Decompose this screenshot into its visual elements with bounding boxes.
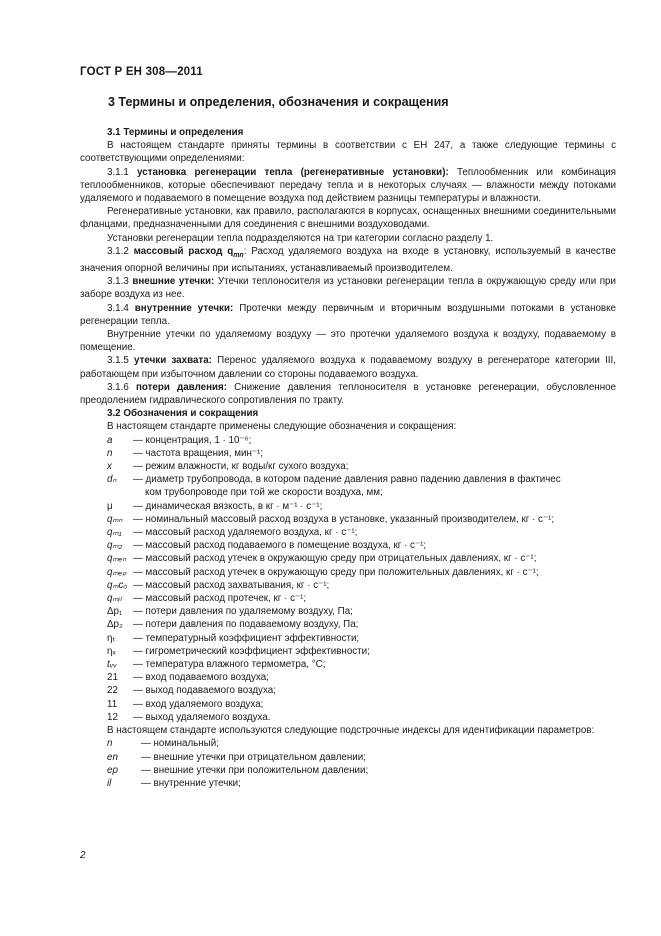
symbol-row: 22 — выход подаваемого воздуха; [107,685,276,697]
symbol-row: qₘcₒ — массовый расход захватывания, кг · с⁻¹; [107,579,330,591]
regen-paragraph-2: Установки регенерации тепла подразделяются на три категории согласно разделу 1. [107,232,494,244]
symbol-row: Δp₁ — потери давления по удаляемому воздуху, Па; [107,606,353,618]
section-body [80,126,616,790]
symbol-row: ηₜ — температурный коэффициент эффективности; [107,632,360,644]
subscripts-intro: В настоящем стандарте используются следующие подстрочные индексы для идентификации параметров: [107,725,595,737]
term-3-1-4: 3.1.4 внутренние утечки: Протечки между первичным и вторичным воздушными потоками в установке регенерации тепла. [80,302,616,327]
subscript-row: n — номинальный; [107,738,219,750]
page-number: 2 [80,850,86,861]
term-3-1-1: 3.1.1 установка регенерации тепла (регенеративные установки): Теплообменник или комбинация теплообменников, которые обеспечивают передачу тепла и в некоторых случаях — влажности между потоками удаляемого и подаваемого в помещение воздуха под действием разницы температуры и влажности. [80,166,616,205]
subscript-row: il — внутренние утечки; [107,777,241,789]
symbol-row: qₘₑₙ — массовый расход утечек в окружающую среду при отрицательных давлениях, кг · с⁻¹; [107,553,537,565]
symbol-row: tᵥᵥ — температура влажного термометра, °С; [107,659,326,671]
symbol-row: dₙ — диаметр трубопровода, в котором падение давления равно падению давления в фактичес ком трубопроводе при той же скорости воздуха, мм; [107,474,561,499]
term-3-1-5: 3.1.5 утечки захвата: Перенос удаляемого воздуха к подаваемому воздуху в регенераторе категории III, работающем при избыточном давлении со стороны подаваемого воздуха. [80,355,616,380]
intro-paragraph: В настоящем стандарте приняты термины в соответствии с ЕН 247, а также следующие термины с соответствующими определениями: [80,140,616,165]
symbols-intro: В настоящем стандарте применены следующие обозначения и сокращения: [107,421,457,433]
subscripts-list [80,737,616,790]
symbol-row: x — режим влажности, кг воды/кг сухого воздуха; [107,461,349,473]
symbol-row: 11 — вход удаляемого воздуха; [107,698,264,710]
symbol-row: qₘᵢₗ — массовый расход протечек, кг · с⁻¹; [107,593,307,605]
symbol-row: n — частота вращения, мин⁻¹; [107,447,264,459]
term-3-1-3: 3.1.3 внешние утечки: Утечки теплоносителя из установки регенерации тепла в окружающую среду или при заборе воздуха из нее. [80,276,616,301]
subsection-title-3-1: 3.1 Термины и определения [107,127,244,138]
symbol-row: 21 — вход подаваемого воздуха; [107,672,269,684]
symbols-list [80,434,616,724]
symbol-row: Δp₂ — потери давления по подаваемому воздуху, Па; [107,619,359,631]
symbol-row: 12 — выход удаляемого воздуха. [107,711,271,723]
symbol-row: qₘ₁ — массовый расход удаляемого воздуха, кг · с⁻¹; [107,527,358,539]
symbol-row: qₘₑₚ — массовый расход утечек в окружающую среду при положительных давлениях, кг · с⁻¹; [107,566,539,578]
symbol-row: μ — динамическая вязкость, в кг · м⁻¹ · с⁻¹; [107,500,323,512]
symbol-row: qₘ₂ — массовый расход подаваемого в помещение воздуха, кг · с⁻¹; [107,540,427,552]
internal-leak-paragraph: Внутренние утечки по удаляемому воздуху — это протечки удаляемого воздуха к воздуху, подаваемому в помещение. [80,329,616,354]
symbol-row: ηₓ — гигрометрический коэффициент эффективности; [107,645,370,657]
term-3-1-6: 3.1.6 потери давления: Снижение давления теплоносителя в установке регенерации, обусловленное преодолением гидравлического сопротивления по тракту. [80,381,617,407]
regen-paragraph-1: Регенеративные установки, как правило, располагаются в корпусах, оснащенных внешними соединительными фланцами, предназначенными для соединения с внешними воздуховодами. [80,206,616,231]
subsection-title-3-2: 3.2 Обозначения и сокращения [107,408,259,420]
symbol-row: qₘₙ — номинальный массовый расход воздуха в установке, указанный производителем, кг · с⁻¹; [107,513,555,525]
section-title: 3 Термины и определения, обозначения и сокращения [108,95,449,109]
subscript-row: ep — внешние утечки при положительном давлении; [107,764,369,776]
document-header: ГОСТ Р ЕН 308—2011 [80,66,203,78]
term-3-1-2: 3.1.2 массовый расход $q_{mn}$: Расход удаляемого воздуха на входе в установку, используемый в качестве значения опорной величины при испытаниях, устанавливаемый производителем. [80,245,616,274]
subscript-row: en — внешние утечки при отрицательном давлении; [107,751,366,763]
symbol-row: a — концентрация, 1 · 10⁻⁶; [107,434,252,446]
